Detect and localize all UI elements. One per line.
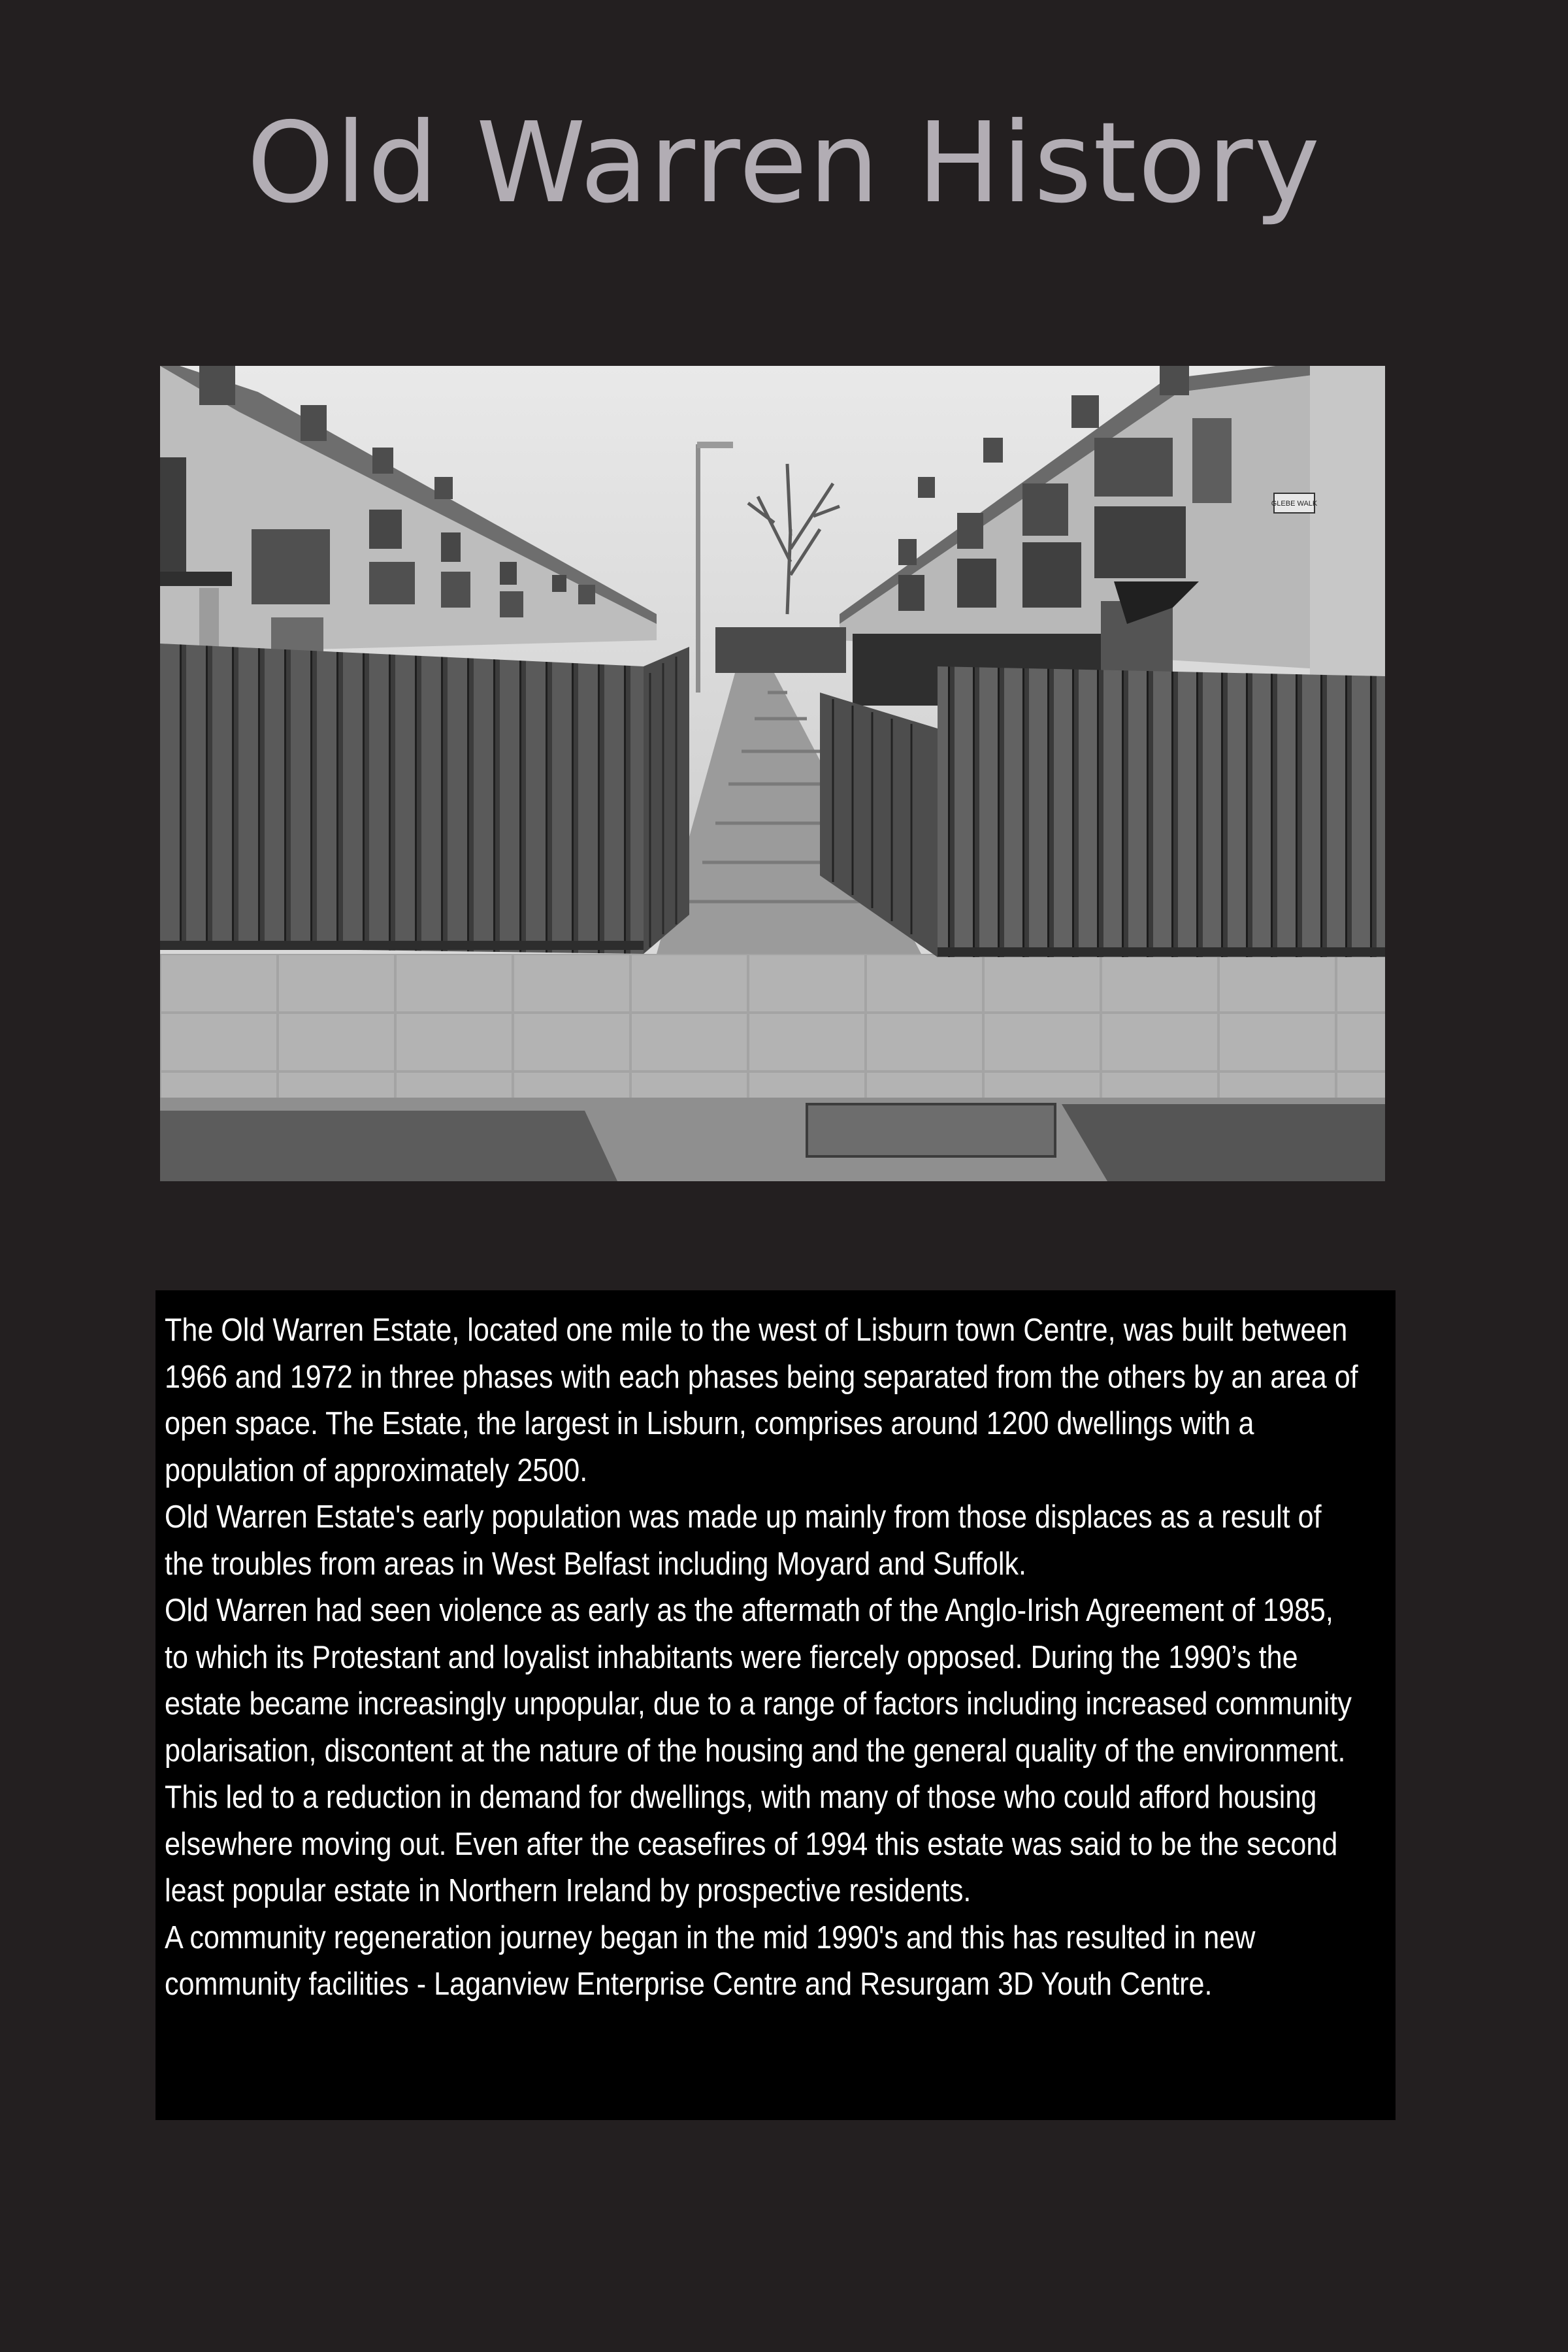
history-paragraph: Old Warren Estate's early population was made up mainly from those displaces as a result of the troubles from areas in West Belfast including Moyard and Suffolk. bbox=[165, 1499, 1322, 1582]
page-title: Old Warren History bbox=[246, 99, 1322, 228]
history-paragraph: A community regeneration journey began in the mid 1990's and this has resulted in new community facilities - Laganview Enterprise Centre and Resurgam 3D Youth Centre. bbox=[165, 1919, 1256, 2002]
estate-alleyway-photo bbox=[160, 366, 1385, 1181]
street-sign: GLEBE WALK bbox=[1271, 500, 1318, 508]
history-paragraph: The Old Warren Estate, located one mile to the west of Lisburn town Centre, was built between 1966 and 1972 in three phases with each phases being separated from the others by an area of open space. The Estate, the largest in Lisburn, comprises around 1200 dwellings with a population of approximately 2500. bbox=[165, 1313, 1358, 1488]
history-paragraph: Old Warren had seen violence as early as the aftermath of the Anglo-Irish Agreement of 1985, to which its Protestant and loyalist inhabitants were fiercely opposed. During the 1990’s the estate became increasingly unpopular, due to a range of factors including increased community polarisation, discontent at the nature of the housing and the general quality of the environment. This led to a reduction in demand for dwellings, with many of those who could afford housing elsewhere moving out. Even after the ceasefires of 1994 this estate was said to be the second least popular estate in Northern Ireland by prospective residents. bbox=[165, 1593, 1352, 1908]
history-text-panel bbox=[155, 1290, 1396, 2120]
